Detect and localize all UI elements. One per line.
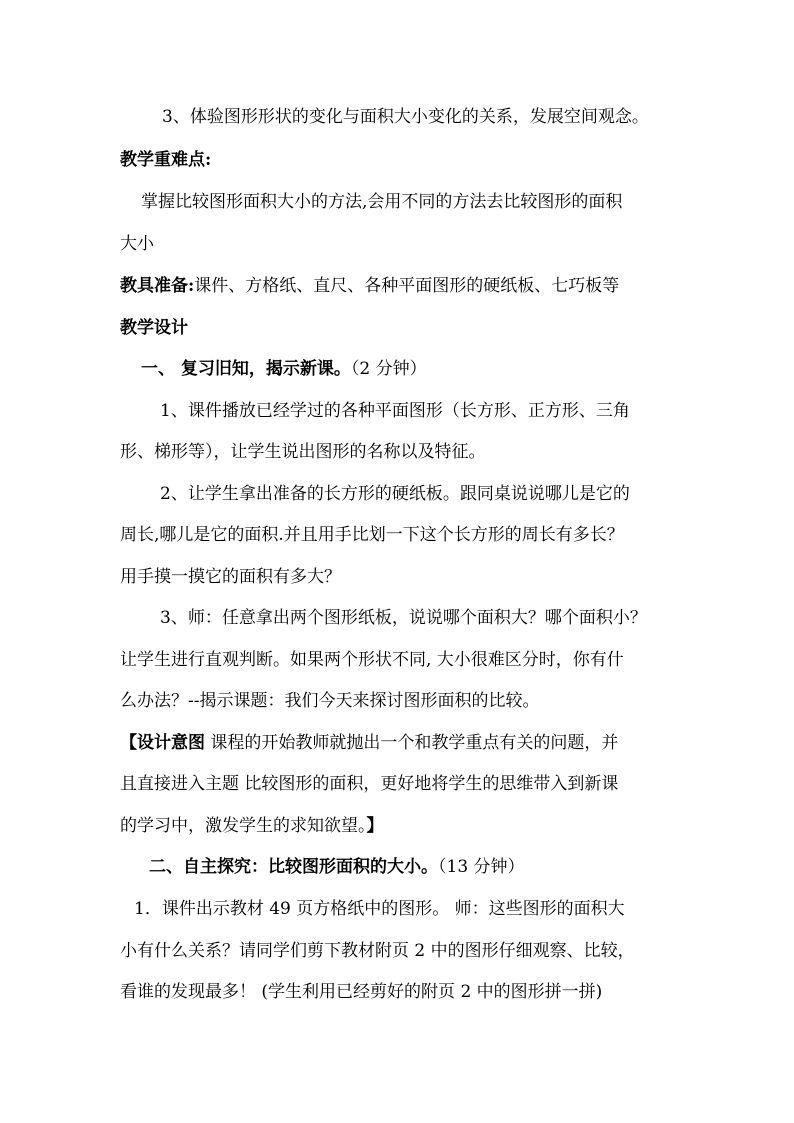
key-points-heading: 教学重难点:: [120, 150, 212, 170]
section-2-heading: [149, 856, 691, 878]
teaching-tools: [120, 275, 690, 297]
design-intent-line-1: [120, 732, 690, 754]
paragraph-1-line-1: 1、课件播放已经学过的各种平面图形（长方形、正方形、三角: [160, 401, 630, 421]
section-2-time: （13 分钟）: [438, 857, 525, 877]
teaching-design-heading: 教学设计: [120, 318, 188, 338]
section-1-heading: [141, 358, 691, 380]
design-intent-label: 【设计意图: [120, 733, 205, 753]
design-intent-line-3: [120, 815, 690, 837]
section-1-title: 一、 复习旧知，揭示新课。: [141, 359, 351, 379]
design-intent-close-bracket: 】: [366, 816, 384, 836]
question-1-line-1: 1．课件出示教材 49 页方格纸中的图形。 师：这些图形的面积大: [134, 899, 625, 919]
paragraph-3-line-2: 让学生进行直观判断。如果两个形状不同, 大小很难区分时，你有什: [120, 650, 624, 670]
paragraph-3-line-1: 3、师：任意拿出两个图形纸板，说说哪个面积大？哪个面积小？: [160, 608, 647, 628]
paragraph-2-line-1: 2、让学生拿出准备的长方形的硬纸板。跟同桌说说哪儿是它的: [160, 484, 630, 504]
design-intent-text-1: 课程的开始教师就抛出一个和教学重点有关的问题，并: [205, 733, 619, 753]
question-1-line-2: 小有什么关系？请同学们剪下教材附页 2 中的图形仔细观察、比较，: [120, 941, 635, 961]
paragraph-2-line-2: 周长,哪儿是它的面积.并且用手比划一下这个长方形的周长有多长？: [120, 525, 624, 545]
design-intent-line-2: 且直接进入主题 比较图形的面积，更好地将学生的思维带入到新课: [120, 774, 619, 794]
key-points-text-line-2: 大小: [120, 234, 154, 254]
paragraph-2-line-3: 用手摸一摸它的面积有多大？: [120, 567, 341, 587]
paragraph-1-line-2: 形、梯形等），让学生说出图形的名称以及特征。: [120, 442, 486, 462]
goal-3: 3、体验图形形状的变化与面积大小变化的关系，发展空间观念。: [162, 107, 649, 127]
paragraph-3-line-3: 么办法？--揭示课题：我们今天来探讨图形面积的比较。: [120, 691, 540, 711]
section-2-title: 二、自主探究：比较图形面积的大小。: [149, 857, 438, 877]
key-points-text-line-1: 掌握比较图形面积大小的方法,会用不同的方法去比较图形的面积: [141, 192, 623, 212]
question-1-line-3: 看谁的发现最多！ (学生利用已经剪好的附页 2 中的图形拼一拼): [120, 982, 603, 1002]
teaching-tools-text: 课件、方格纸、直尺、各种平面图形的硬纸板、七巧板等: [194, 276, 620, 296]
design-intent-text-3: 的学习中，激发学生的求知欲望。: [120, 816, 367, 836]
teaching-tools-label: 教具准备:: [120, 276, 195, 296]
section-1-time: （2 分钟）: [350, 359, 427, 379]
